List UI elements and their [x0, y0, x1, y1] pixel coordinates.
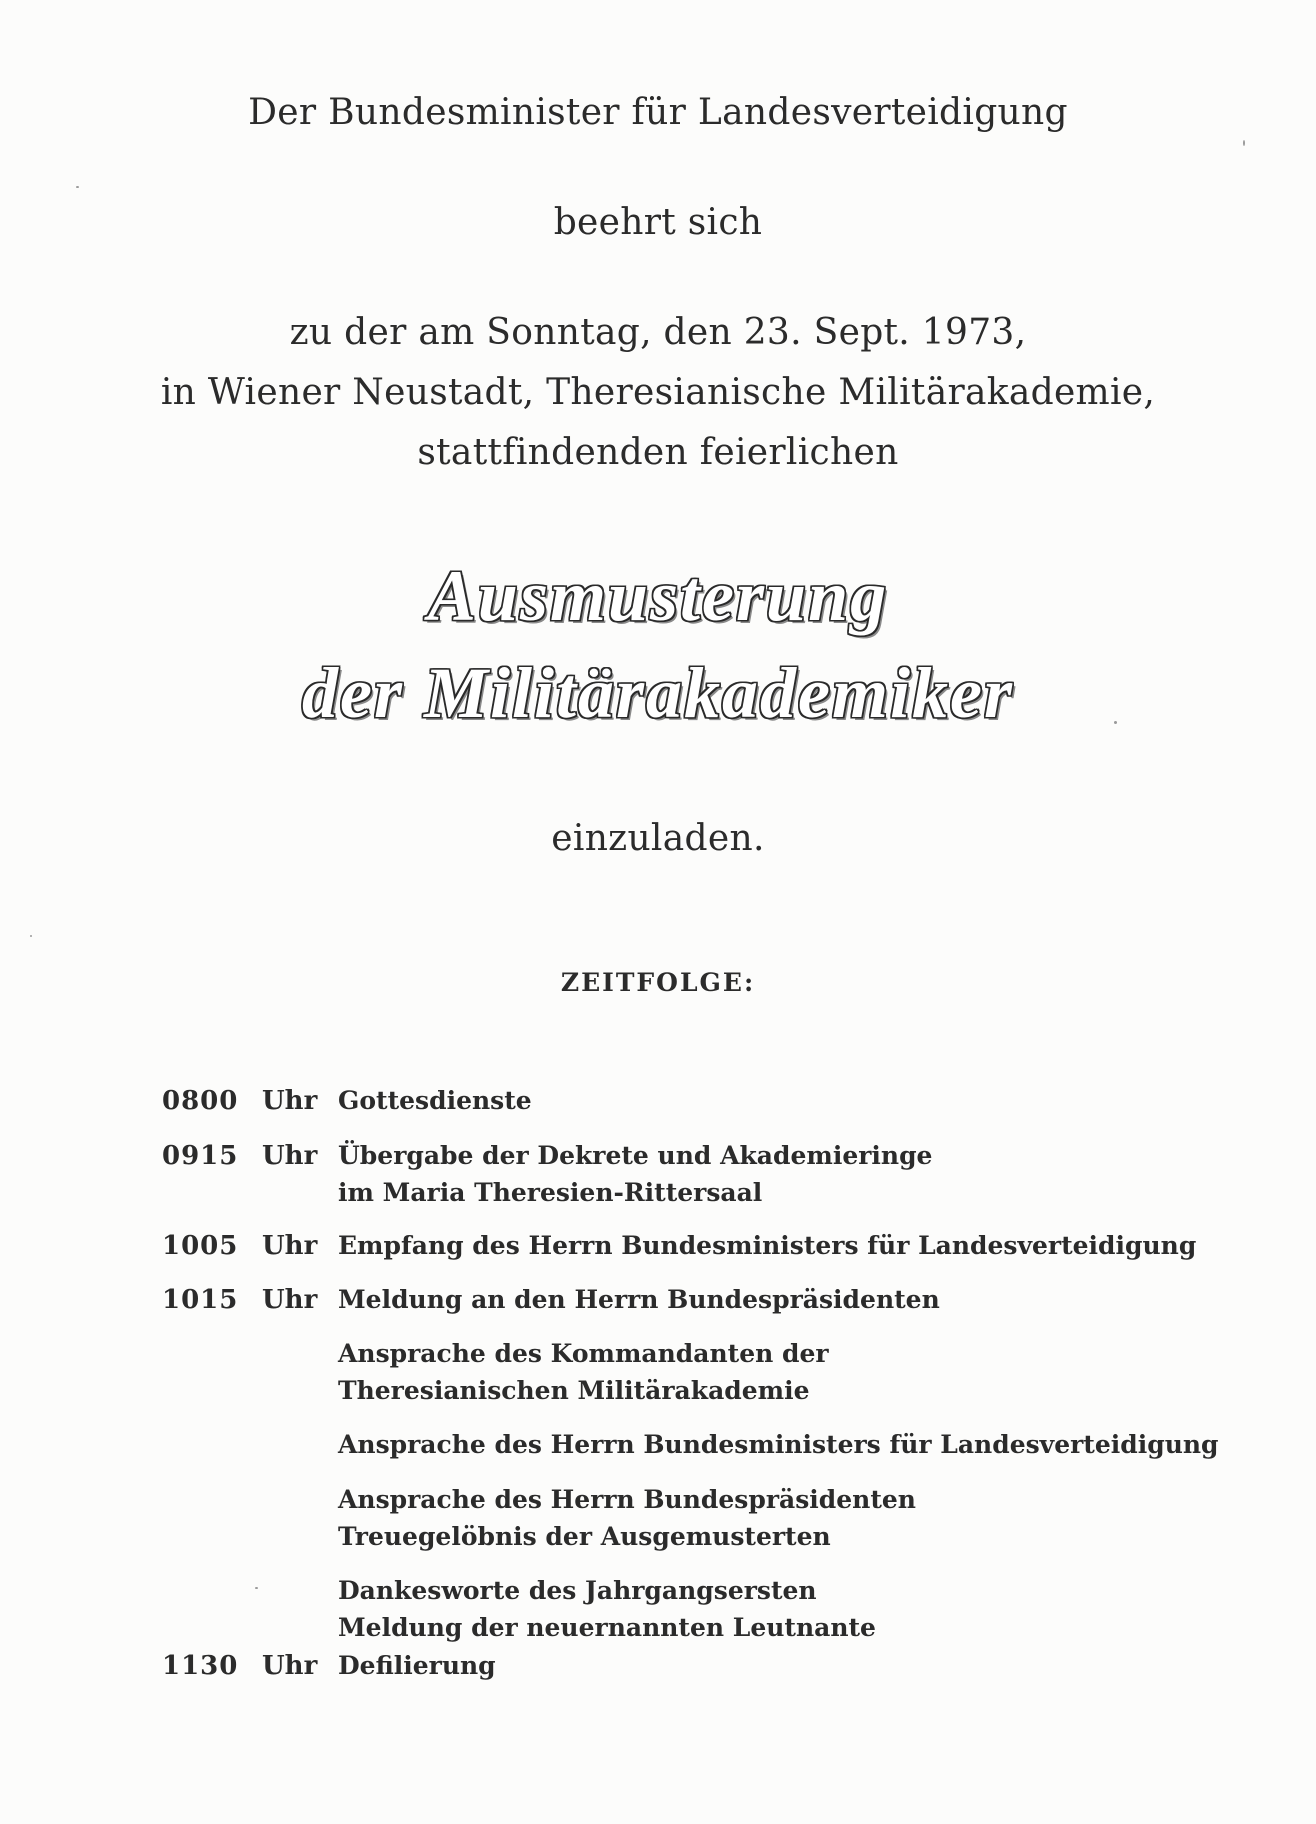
schedule-item: Dankesworte des Jahrgangsersten — [338, 1576, 817, 1605]
schedule-item: Übergabe der Dekrete und Akademieringe — [338, 1141, 933, 1170]
schedule-time: 1130 — [162, 1651, 239, 1681]
paper-speck — [1114, 721, 1117, 724]
sender-line: Der Bundesminister für Landesverteidigung — [248, 92, 1068, 133]
schedule-item: Gottesdienste — [338, 1086, 532, 1115]
schedule-item-continued: Theresianischen Militärakademie — [338, 1376, 810, 1405]
event-title-line2: der Militärakademiker — [302, 653, 1014, 733]
location-line: in Wiener Neustadt, Theresianische Militärakademie, — [160, 372, 1156, 413]
schedule-time: 0915 — [162, 1141, 239, 1171]
honor-line: beehrt sich — [553, 202, 763, 243]
schedule-heading: ZEITFOLGE: — [560, 968, 756, 997]
event-title-line1: Ausmusterung — [427, 556, 889, 636]
schedule-time: 0800 — [162, 1086, 239, 1116]
paper-speck — [255, 1587, 258, 1589]
schedule-time: 1015 — [162, 1285, 239, 1315]
schedule-item: Meldung an den Herrn Bundespräsidenten — [338, 1285, 940, 1314]
schedule-item: Ansprache des Herrn Bundesministers für Landesverteidigung — [338, 1430, 1219, 1459]
schedule-unit: Uhr — [262, 1285, 318, 1315]
schedule-item-continued: Meldung der neuernannten Leutnante — [338, 1613, 876, 1642]
paper-speck — [1243, 140, 1245, 146]
schedule-item: Empfang des Herrn Bundesministers für Landesverteidigung — [338, 1231, 1197, 1260]
paper-speck — [76, 186, 79, 188]
schedule-item-continued: Treuegelöbnis der Ausgemusterten — [338, 1522, 831, 1551]
schedule-time: 1005 — [162, 1231, 239, 1261]
schedule-unit: Uhr — [262, 1231, 318, 1261]
schedule-item: Ansprache des Herrn Bundespräsidenten — [338, 1485, 916, 1514]
schedule-item: Ansprache des Kommandanten der — [338, 1339, 829, 1368]
closing-line: einzuladen. — [551, 818, 765, 859]
date-line: zu der am Sonntag, den 23. Sept. 1973, — [289, 312, 1027, 353]
schedule-unit: Uhr — [262, 1141, 318, 1171]
schedule-item-continued: im Maria Theresien-Rittersaal — [338, 1178, 763, 1207]
occasion-line: stattfindenden feierlichen — [417, 432, 899, 473]
paper-speck — [30, 935, 32, 937]
schedule-item: Defilierung — [338, 1651, 496, 1680]
schedule-unit: Uhr — [262, 1651, 318, 1681]
schedule-unit: Uhr — [262, 1086, 318, 1116]
